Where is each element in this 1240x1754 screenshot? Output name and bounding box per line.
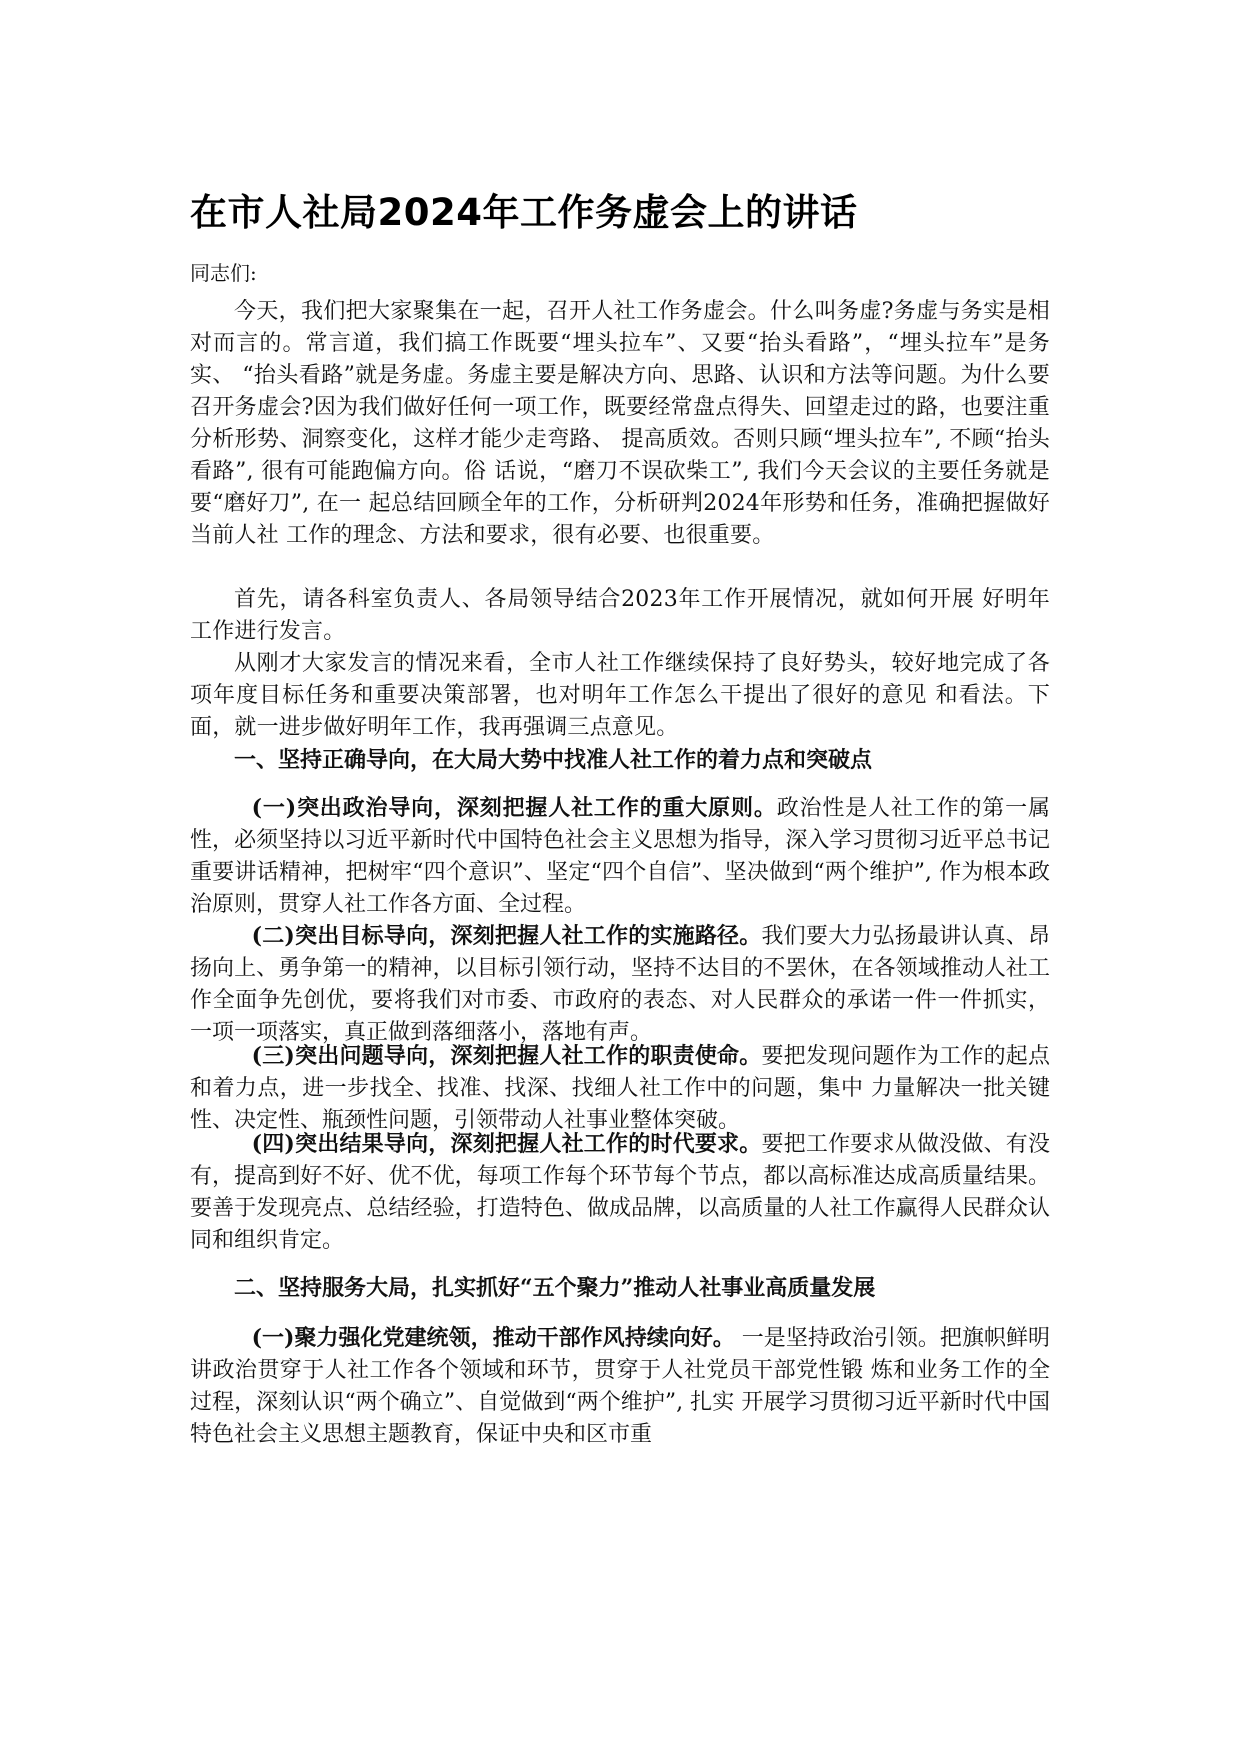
section-heading-1: 一、坚持正确导向，在大局大势中找准人社工作的着力点和突破点 — [234, 747, 873, 773]
section-heading-2: 二、坚持服务大局，扎实抓好“五个聚力”推动人社事业高质量发展 — [234, 1275, 876, 1301]
item-text: 政治性是人社工作的第一属性，必须坚持以习近平新时代中国特色社会主义思想为指导，深入学习贯彻习近平总书记重要讲话精神，把树牢“四个意识”、坚定“四个自信”、坚决做到“两个维护”, 作为根本政治原则，贯穿人社工作各方面、全过程。 — [190, 796, 1050, 917]
section1-item-3 — [190, 1040, 1050, 1137]
document-title: 在市人社局2024年工作务虚会上的讲话 — [190, 191, 858, 234]
item-text: 要把发现问题作为工作的起点和着力点，进一步找全、找准、找深、找细人社工作中的问题，集中 力量解决一批关键性、决定性、瓶颈性问题，引领带动人社事业整体突破。 — [190, 1044, 1050, 1133]
item-text: 要把工作要求从做没做、有没有，提高到好不好、优不优，每项工作每个环节每个节点，都以高标准达成高质量结果。要善于发现亮点、总结经验，打造特色、做成品牌，以高质量的人社工作赢得人民群众认同和组织肯定。 — [190, 1132, 1050, 1253]
item-lead: (三)突出问题导向，深刻把握人社工作的职责使命。 — [251, 1043, 762, 1069]
item-text: 我们要大力弘扬最讲认真、昂扬向上、勇争第一的精神，以目标引领行动，坚持不达目的不罢休，在各领域推动人社工作全面争先创优，要将我们对市委、市政府的表态、对人民群众的承诺一件一件抓实， 一项一项落实，真正做到落细落小，落地有声。 — [190, 924, 1050, 1045]
paragraph-first: 首先，请各科室负责人、各局领导结合2023年工作开展情况，就如何开展 好明年工作进行发言。 — [190, 587, 1050, 644]
paragraph-intro: 今天，我们把大家聚集在一起，召开人社工作务虚会。什么叫务虚?务虚与务实是相对而言的。常言道，我们搞工作既要“埋头拉车”、又要“抬头看路”，“埋头拉车”是务实、 “抬头看路”就是务虚。务虚主要是解决方向、思路、认识和方法等问题。为什么要召开务虚会?因为我们做好任何一项工作，既要经常盘点得失、回望走过的路，也要注重分析形势、洞察变化，这样才能少走弯路、 提高质效。否则只顾“埋头拉车”, 不顾“抬头看路”, 很有可能跑偏方向。俗 话说，“磨刀不误砍柴工”, 我们今天会议的主要任务就是要“磨好刀”, 在一 起总结回顾全年的工作，分析研判2024年形势和任务，准确把握做好当前人社 工作的理念、方法和要求，很有必要、也很重要。 — [190, 299, 1050, 548]
section1-item-2 — [190, 920, 1050, 1049]
section1-item-1 — [190, 792, 1050, 921]
item-lead: (一)突出政治导向，深刻把握人社工作的重大原则。 — [251, 795, 777, 821]
salutation: 同志们: — [190, 261, 257, 285]
item-lead: (二)突出目标导向，深刻把握人社工作的实施路径。 — [251, 923, 762, 949]
item-text: 一是坚持政治引领。把旗帜鲜明讲政治贯穿于人社工作各个领域和环节，贯穿于人社党员干部党性锻 炼和业务工作的全过程，深刻认识“两个确立”、自觉做到“两个维护”, 扎实 开展学习贯彻习近平新时代中国特色社会主义思想主题教育，保证中央和区市重 — [190, 1326, 1050, 1447]
section2-item-1 — [190, 1322, 1050, 1451]
section1-item-4 — [190, 1128, 1050, 1257]
item-lead: (四)突出结果导向，深刻把握人社工作的时代要求。 — [251, 1131, 762, 1157]
paragraph-summary: 从刚才大家发言的情况来看，全市人社工作继续保持了良好势头，较好地完成了各项年度目标任务和重要决策部署，也对明年工作怎么干提出了很好的意见 和看法。下面，就一进步做好明年工作，我再强调三点意见。 — [190, 651, 1050, 740]
item-lead: (一)聚力强化党建统领，推动干部作风持续向好。 — [251, 1325, 735, 1351]
